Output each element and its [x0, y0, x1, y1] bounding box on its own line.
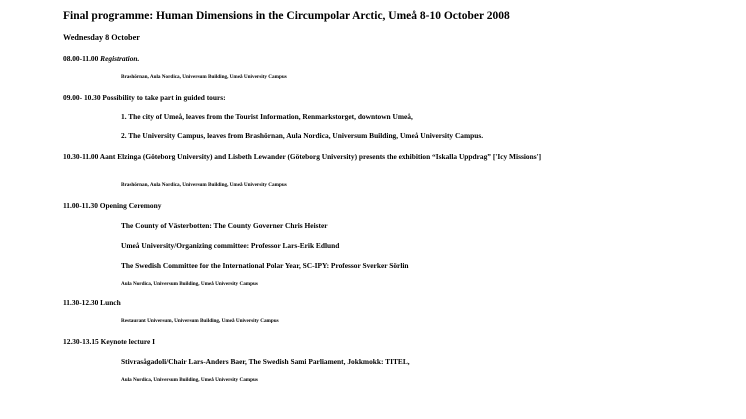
venue-line: Aula Nordica, Universum Building, Umeå University Campus — [121, 377, 258, 383]
day-heading: Wednesday 8 October — [63, 33, 140, 42]
document-title: Final programme: Human Dimensions in the Circumpolar Arctic, Umeå 8-10 October 2008 — [63, 10, 510, 22]
schedule-slot-lunch: 11.30-12.30 Lunch — [63, 298, 121, 307]
slot-label: Registration. — [100, 54, 140, 63]
schedule-slot-tours: 09.00- 10.30 Possibility to take part in guided tours: — [63, 93, 226, 102]
keynote-item: Stivrasågadoli/Chair Lars-Anders Baer, The Swedish Sami Parliament, Jokkmokk: TITEL, — [121, 357, 410, 366]
venue-line: Brashörnan, Aula Nordica, Universum Building, Umeå University Campus — [121, 182, 287, 188]
tour-item-1: 1. The city of Umeå, leaves from the Tourist Information, Renmarkstorget, downtown Umeå, — [121, 112, 413, 121]
opening-item: The Swedish Committee for the International Polar Year, SC-IPY: Professor Sverker Sörlin — [121, 261, 409, 270]
tour-item-2: 2. The University Campus, leaves from Brashörnan, Aula Nordica, Universum Building, Umeå University Campus. — [121, 131, 484, 140]
venue-line: Brashörnan, Aula Nordica, Universum Building, Umeå University Campus — [121, 74, 287, 80]
opening-item: Umeå University/Organizing committee: Professor Lars-Erik Edlund — [121, 241, 340, 250]
venue-line: Aula Nordica, Universum Building, Umeå University Campus — [121, 281, 258, 287]
schedule-slot-exhibition: 10.30-11.00 Aant Elzinga (Göteborg University) and Lisbeth Lewander (Göteborg University) presents the exhibition “Iskalla Uppdrag” ['Icy Missions'] — [63, 152, 542, 161]
opening-item: The County of Västerbotten: The County Governer Chris Heister — [121, 221, 328, 230]
schedule-slot-opening: 11.00-11.30 Opening Ceremony — [63, 201, 162, 210]
slot-time: 08.00-11.00 — [63, 54, 101, 63]
schedule-slot-keynote: 12.30-13.15 Keynote lecture I — [63, 337, 156, 346]
venue-line: Restaurant Universum, Universum Building, Umeå University Campus — [121, 318, 279, 324]
schedule-slot-registration — [63, 54, 139, 63]
